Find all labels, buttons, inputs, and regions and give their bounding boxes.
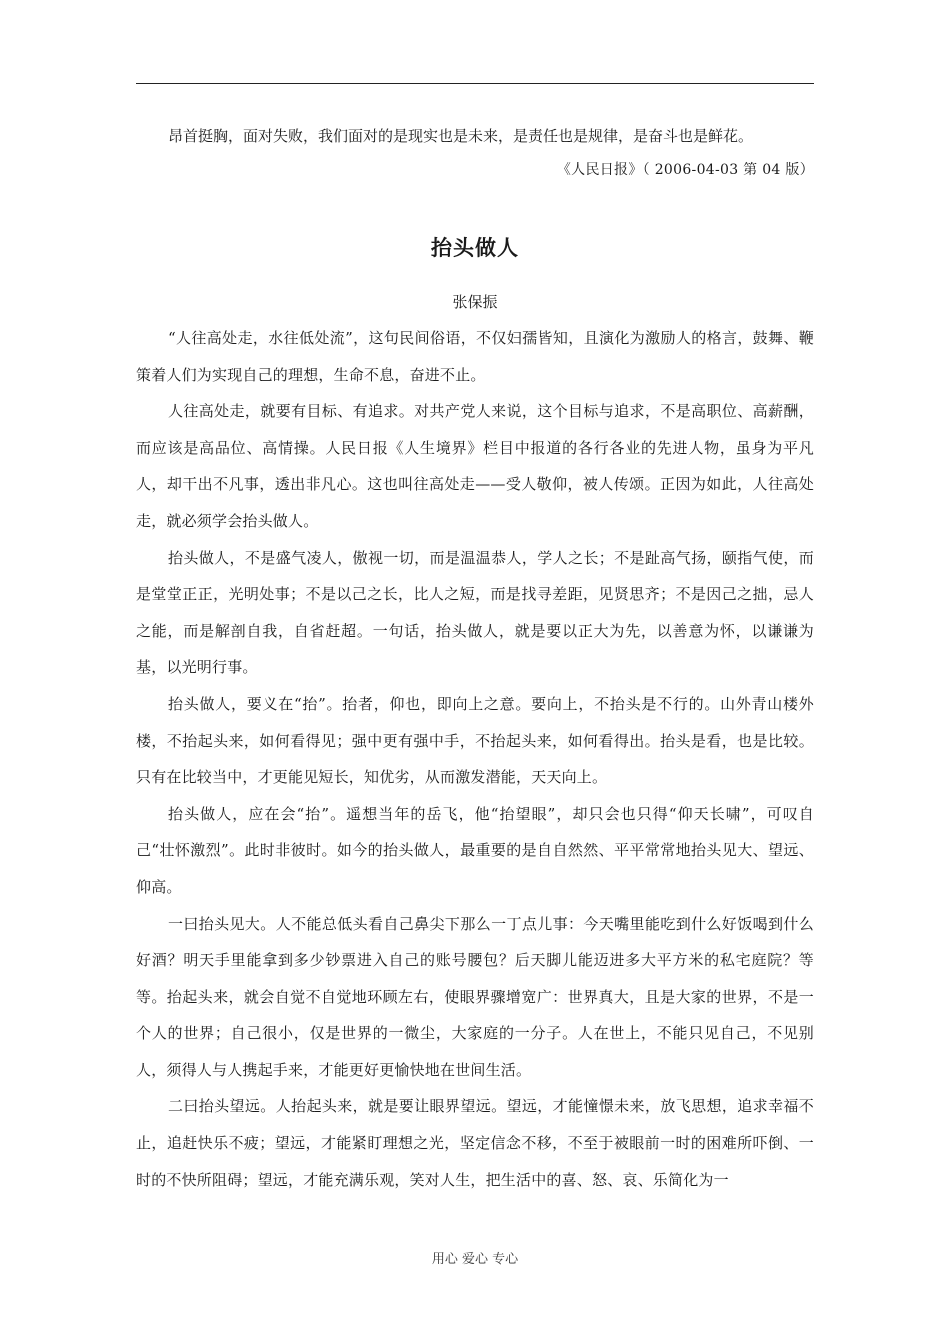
paragraph: 二曰抬头望远。人抬起头来，就是要让眼界望远。望远，才能憧憬未来，放飞思想，追求幸福不止，追赶快乐不疲；望远，才能紧盯理想之光，坚定信念不移，不至于被眼前一时的困难所吓倒、一时的不快所阻碍；望远，才能充满乐观，笑对人生，把生活中的喜、怒、哀、乐简化为一 [136, 1097, 814, 1189]
previous-article-ending [136, 118, 814, 186]
header-rule [136, 83, 814, 84]
paragraph: 一曰抬头见大。人不能总低头看自己鼻尖下那么一丁点儿事：今天嘴里能吃到什么好饭喝到什么好酒？明天手里能拿到多少钞票进入自己的账号腰包？后天脚儿能迈进多大平方米的私宅庭院？等等。抬起头来，就会自觉不自觉地环顾左右，使眼界骤增宽广：世界真大，且是大家的世界，不是一个人的世界；自己很小，仅是世界的一微尘，大家庭的一分子。人在世上，不能只见自己，不见别人，须得人与人携起手来，才能更好更愉快地在世间生活。 [136, 914, 814, 1079]
paragraph: 抬头做人，应在会“抬”。遥想当年的岳飞，他“抬望眼”，却只会也只得“仰天长啸”，可叹自己“壮怀激烈”。此时非彼时。如今的抬头做人，最重要的是自自然然、平平常常地抬头见大、望远、仰高。 [136, 804, 814, 896]
paragraph: 人往高处走，就要有目标、有追求。对共产党人来说，这个目标与追求，不是高职位、高薪酬，而应该是高品位、高情操。人民日报《人生境界》栏目中报道的各行各业的先进人物，虽身为平凡人，却干出不凡事，透出非凡心。这也叫往高处走——受人敬仰，被人传颂。正因为如此，人往高处走，就必须学会抬头做人。 [136, 402, 814, 530]
previous-article-closing-line: 昂首挺胸，面对失败，我们面对的是现实也是未来，是责任也是规律，是奋斗也是鲜花。 [168, 127, 754, 145]
article-title: 抬头做人 [431, 235, 519, 260]
paragraph: “人往高处走，水往低处流”，这句民间俗语，不仅妇孺皆知，且演化为激励人的格言，鼓舞、鞭策着人们为实现自己的理想，生命不息，奋进不止。 [136, 329, 814, 384]
article-author: 张保振 [452, 293, 498, 311]
paragraph: 抬头做人，要义在“抬”。抬者，仰也，即向上之意。要向上，不抬头是不行的。山外青山楼外楼，不抬起头来，如何看得见；强中更有强中手，不抬起头来，如何看得出。抬头是看，也是比较。只有在比较当中，才更能见短长，知优劣，从而激发潜能，天天向上。 [136, 694, 814, 787]
page-footer: 用心 爱心 专心 [431, 1252, 519, 1267]
paragraph: 抬头做人，不是盛气凌人，傲视一切，而是温温恭人，学人之长；不是趾高气扬，颐指气使，而是堂堂正正，光明处事；不是以己之长，比人之短，而是找寻差距，见贤思齐；不是因己之拙，忌人之能，而是解剖自我，自省赶超。一句话，抬头做人，就是要以正大为先，以善意为怀，以谦谦为基，以光明行事。 [136, 548, 814, 677]
previous-article-source: 《人民日报》（ 2006-04-03 第 04 版） [556, 162, 814, 178]
article-body [136, 320, 814, 1198]
